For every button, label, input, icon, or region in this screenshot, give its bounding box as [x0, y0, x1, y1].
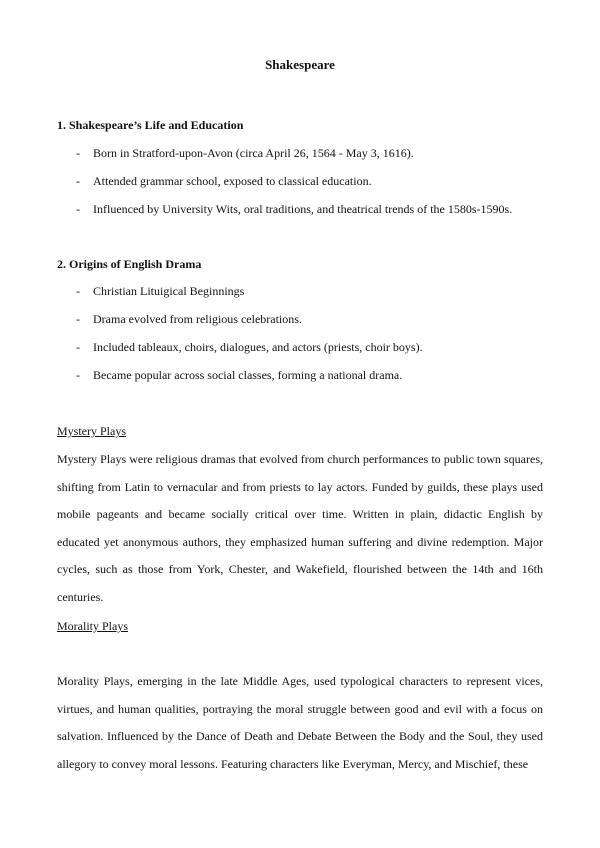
list-item	[76, 368, 423, 396]
bullet-dash: -	[76, 368, 80, 382]
list-item	[76, 284, 423, 312]
bullet-dash: -	[76, 284, 80, 298]
origins-bullet-list	[76, 284, 423, 396]
list-item	[76, 340, 423, 368]
section-heading-origins: 2. Origins of English Drama	[57, 257, 202, 271]
list-item	[76, 146, 512, 174]
paragraph-mystery-plays: Mystery Plays were religious dramas that evolved from church performances to public town squares, shifting from Latin to vernacular and from priests to lay actors. Funded by guilds, these plays used mobile pageants and became socially critical over time. Written in plain, didactic English by educated yet anonymous authors, they emphasized human suffering and divine redemption. Major cycles, such as those from York, Chester, and Wakefield, flourished between the 14th and 16th centuries.	[57, 452, 543, 604]
subheading-morality-plays: Morality Plays	[57, 619, 128, 633]
list-item	[76, 312, 423, 340]
bullet-dash: -	[76, 312, 80, 326]
bullet-dash: -	[76, 340, 80, 354]
list-item-text: Born in Stratford-upon-Avon (circa April 26, 1564 - May 3, 1616).	[93, 146, 414, 160]
list-item	[76, 174, 512, 202]
section-heading-life: 1. Shakespeare’s Life and Education	[57, 118, 244, 132]
list-item	[76, 202, 512, 230]
document-title: Shakespeare	[265, 57, 335, 72]
bullet-dash: -	[76, 174, 80, 188]
paragraph-morality-plays: Morality Plays, emerging in the late Middle Ages, used typological characters to represent vices, virtues, and human qualities, portraying the moral struggle between good and evil with a focus on salvation. Influenced by the Dance of Death and Debate Between the Body and the Soul, they used allegory to convey moral lessons. Featuring characters like Everyman, Mercy, and Mischief, these	[57, 674, 543, 771]
list-item-text: Became popular across social classes, forming a national drama.	[93, 368, 403, 382]
list-item-text: Christian Lituigical Beginnings	[93, 284, 245, 298]
list-item-text: Attended grammar school, exposed to classical education.	[93, 174, 372, 188]
list-item-text: Drama evolved from religious celebrations.	[93, 312, 302, 326]
bullet-dash: -	[76, 202, 80, 216]
life-bullet-list	[76, 146, 512, 230]
subheading-mystery-plays: Mystery Plays	[57, 424, 126, 438]
bullet-dash: -	[76, 146, 80, 160]
list-item-text: Included tableaux, choirs, dialogues, and actors (priests, choir boys).	[93, 340, 423, 354]
list-item-text: Influenced by University Wits, oral traditions, and theatrical trends of the 1580s-1590s.	[93, 202, 513, 216]
